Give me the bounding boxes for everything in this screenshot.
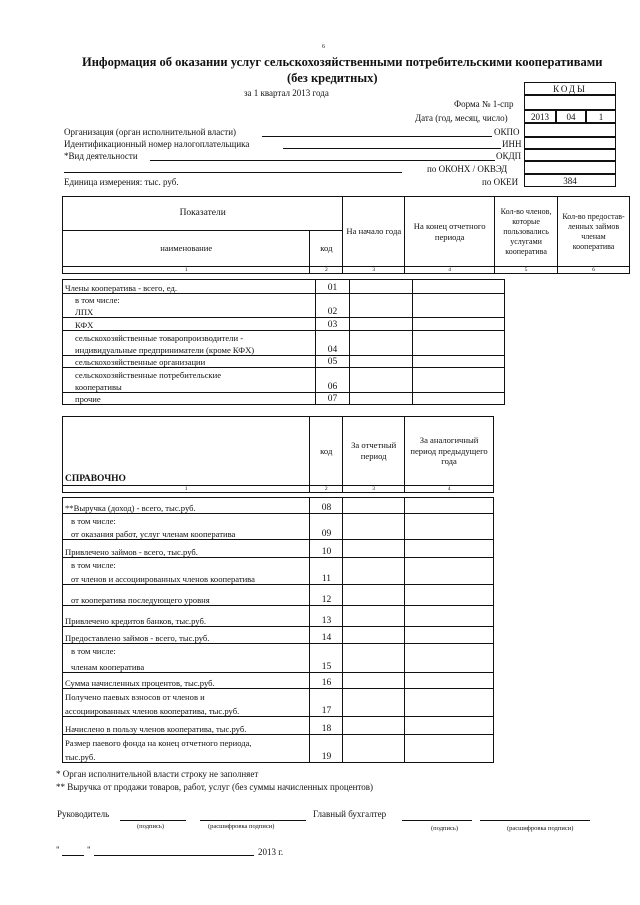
row-06-name-2: кооперативы xyxy=(63,380,316,393)
page-mark: 6 xyxy=(322,44,325,50)
row-11-code: 11 xyxy=(310,570,343,585)
row-incl-label: в том числе: xyxy=(63,294,316,305)
row-10-code: 10 xyxy=(310,540,343,558)
colnum2-3: 3 xyxy=(343,486,405,493)
row-06-code: 06 xyxy=(316,380,350,393)
row2-incl-3: в том числе: xyxy=(63,644,310,656)
date-quote-open: " xyxy=(56,845,60,855)
header2-code: код xyxy=(310,417,343,486)
okdp-cell xyxy=(524,149,616,161)
row-02-name: ЛПХ xyxy=(63,305,316,318)
row-16-name: Сумма начисленных процентов, тыс.руб. xyxy=(63,673,310,689)
activity-label: *Вид деятельности xyxy=(64,151,138,161)
okonh-cell xyxy=(524,161,616,174)
row-07-code: 07 xyxy=(316,393,350,405)
row-15-code: 15 xyxy=(310,656,343,673)
date-month-cell: 04 xyxy=(556,110,586,123)
colnum2-4: 4 xyxy=(405,486,494,493)
date-quote-close: " xyxy=(87,845,91,855)
date-label: Дата (год, месяц, число) xyxy=(415,113,508,123)
colnum-6: 6 xyxy=(558,267,630,274)
row-11-name: от членов и ассоциированных членов кооператива xyxy=(63,570,310,585)
row-09-code: 09 xyxy=(310,526,343,540)
members-table xyxy=(62,196,630,274)
inn-text: Идентификационный номер налогоплательщика xyxy=(64,139,250,149)
row2-incl-1: в том числе: xyxy=(63,514,310,526)
row-13-code: 13 xyxy=(310,606,343,627)
okonh-label: по ОКОНХ / ОКВЭД xyxy=(427,164,508,174)
header-code: код xyxy=(310,231,343,267)
row-03-name: КФХ xyxy=(63,318,316,331)
colnum-5: 5 xyxy=(495,267,558,274)
codes-header: КОДЫ xyxy=(524,82,616,95)
accountant-decode-caption: (расшифровка подписи) xyxy=(507,825,574,832)
colnum2-2: 2 xyxy=(310,486,343,493)
row-06-name-1: сельскохозяйственные потребительские xyxy=(63,368,316,380)
row-01-name: Члены кооператива - всего, ед. xyxy=(63,280,316,294)
accountant-sign-caption: (подпись) xyxy=(431,825,458,832)
header-end-period: На конец отчетного периода xyxy=(405,197,495,267)
row-15-name: членам кооператива xyxy=(63,656,310,673)
colnum2-1: 1 xyxy=(63,486,310,493)
row-13-name: Привлечено кредитов банков, тыс.руб. xyxy=(63,606,310,627)
row-09-name: от оказания работ, услуг членам кооператива xyxy=(63,526,310,540)
row-12-name: от кооператива последующего уровня xyxy=(63,585,310,606)
row-02-code: 02 xyxy=(316,305,350,318)
header-loans-issued: Кол-во предостав-ленных займов членам кооператива xyxy=(558,197,630,267)
row-08-code: 08 xyxy=(310,498,343,514)
footnote-1: * Орган исполнительной власти строку не заполняет xyxy=(56,769,259,779)
row-12-code: 12 xyxy=(310,585,343,606)
row-03-code: 03 xyxy=(316,318,350,331)
header2-prev: За аналогичный период предыдущего года xyxy=(405,417,494,486)
colnum-3: 3 xyxy=(343,267,405,274)
form-label: Форма № 1-спр xyxy=(454,99,514,109)
row-19-name-2: тыс.руб. xyxy=(63,748,310,763)
footnote-2: ** Выручка от продажи товаров, работ, услуг (без суммы начисленных процентов) xyxy=(56,782,374,792)
inn-label: ИНН xyxy=(502,139,522,149)
date-year-cell: 2013 xyxy=(524,110,556,123)
row-18-code: 18 xyxy=(310,717,343,735)
row-08-name: **Выручка (доход) - всего, тыс.руб. xyxy=(63,498,310,514)
okpo-label: ОКПО xyxy=(494,127,520,137)
code-form-cell xyxy=(524,95,616,110)
okei-cell: 384 xyxy=(524,174,616,187)
okei-label: по ОКЕИ xyxy=(482,177,519,187)
row-01-start xyxy=(349,280,412,294)
header-indicators: Показатели xyxy=(63,197,343,231)
row-16-code: 16 xyxy=(310,673,343,689)
unit-label: Единица измерения: тыс. руб. xyxy=(64,177,179,187)
colnum-2: 2 xyxy=(310,267,343,274)
row-14-code: 14 xyxy=(310,627,343,644)
okpo-cell xyxy=(524,123,616,137)
header-name: наименование xyxy=(63,231,310,267)
okdp-label: ОКДП xyxy=(496,151,522,161)
row-17-name-1: Получено паевых взносов от членов и xyxy=(63,689,310,702)
title-line-2: (без кредитных) xyxy=(287,71,378,85)
period-text: за 1 квартал 2013 года xyxy=(244,88,329,98)
row-14-name: Предоставлено займов - всего, тыс.руб. xyxy=(63,627,310,644)
head-decode-caption: (расшифровка подписи) xyxy=(208,823,275,830)
row-07-name: прочие xyxy=(63,393,316,405)
colnum-4: 4 xyxy=(405,267,495,274)
row2-incl-2: в том числе: xyxy=(63,558,310,570)
row-05-code: 05 xyxy=(316,356,350,368)
head-sign-caption: (подпись) xyxy=(137,823,164,830)
row-19-code: 19 xyxy=(310,748,343,763)
row-04-name-1: сельскохозяйственные товаропроизводители - xyxy=(63,331,316,343)
header-start-year: На начало года xyxy=(343,197,405,267)
chief-accountant-label: Главный бухгалтер xyxy=(313,809,387,819)
header2-period: За отчетный период xyxy=(343,417,405,486)
title-line-1: Информация об оказании услуг сельскохозяйственными потребительскими кооперативами xyxy=(82,55,603,69)
org-label: Организация (орган исполнительной власти) xyxy=(64,127,237,137)
row-17-name-2: ассоциированных членов кооператива, тыс.руб. xyxy=(63,702,310,717)
row-04-code: 04 xyxy=(316,343,350,356)
row-01-code: 01 xyxy=(316,280,350,294)
reference-table-header xyxy=(62,416,494,493)
members-table-body xyxy=(62,279,505,405)
section-reference: СПРАВОЧНО xyxy=(63,417,310,486)
row-01-end xyxy=(413,280,505,294)
row-18-name: Начислено в пользу членов кооператива, тыс.руб. xyxy=(63,717,310,735)
row-10-name: Привлечено займов - всего, тыс.руб. xyxy=(63,540,310,558)
inn-cell xyxy=(524,137,616,149)
year-text: 2013 г. xyxy=(258,847,284,857)
colnum-1: 1 xyxy=(63,267,310,274)
reference-table-body xyxy=(62,497,494,763)
row-17-code: 17 xyxy=(310,702,343,717)
row-04-name-2: индивидуальные предприниматели (кроме КФХ) xyxy=(63,343,316,356)
header-members-used: Кол-во членов, которые пользовались услугами кооператива xyxy=(495,197,558,267)
row-19-name-1: Размер паевого фонда на конец отчетного периода, xyxy=(63,735,310,748)
head-label: Руководитель xyxy=(57,809,110,819)
date-day-cell: 1 xyxy=(586,110,616,123)
row-05-name: сельскохозяйственные организации xyxy=(63,356,316,368)
